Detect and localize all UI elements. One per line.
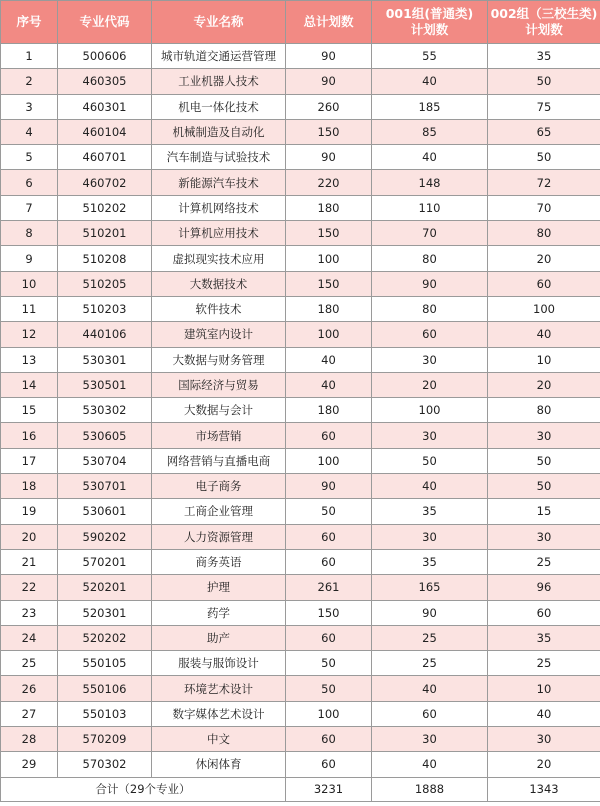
cell-name: 网络营销与直播电商: [152, 448, 286, 473]
cell-seq: 17: [1, 448, 58, 473]
cell-name: 电子商务: [152, 474, 286, 499]
cell-group1: 70: [372, 221, 488, 246]
cell-group2: 40: [488, 701, 600, 726]
cell-total: 50: [286, 651, 372, 676]
cell-code: 510203: [58, 296, 152, 321]
total-label: 合计（29个专业）: [1, 777, 286, 801]
cell-group2: 50: [488, 448, 600, 473]
cell-code: 510202: [58, 195, 152, 220]
cell-group2: 80: [488, 398, 600, 423]
cell-name: 市场营销: [152, 423, 286, 448]
header-code: 专业代码: [58, 1, 152, 44]
cell-group1: 30: [372, 524, 488, 549]
cell-group1: 60: [372, 701, 488, 726]
total-group2: 1343: [488, 777, 600, 801]
cell-total: 40: [286, 372, 372, 397]
cell-code: 570209: [58, 727, 152, 752]
cell-group2: 65: [488, 119, 600, 144]
cell-total: 60: [286, 524, 372, 549]
cell-seq: 14: [1, 372, 58, 397]
cell-seq: 13: [1, 347, 58, 372]
cell-code: 520201: [58, 575, 152, 600]
table-body: [1, 44, 600, 778]
cell-total: 260: [286, 94, 372, 119]
cell-group2: 25: [488, 549, 600, 574]
cell-code: 520301: [58, 600, 152, 625]
cell-group2: 30: [488, 524, 600, 549]
cell-name: 计算机应用技术: [152, 221, 286, 246]
cell-name: 大数据与财务管理: [152, 347, 286, 372]
cell-total: 60: [286, 727, 372, 752]
cell-total: 90: [286, 69, 372, 94]
cell-name: 护理: [152, 575, 286, 600]
cell-total: 100: [286, 246, 372, 271]
cell-name: 计算机网络技术: [152, 195, 286, 220]
cell-total: 50: [286, 499, 372, 524]
table-row: [1, 44, 600, 69]
cell-group1: 30: [372, 727, 488, 752]
cell-group1: 55: [372, 44, 488, 69]
cell-total: 60: [286, 549, 372, 574]
cell-seq: 5: [1, 145, 58, 170]
cell-name: 商务英语: [152, 549, 286, 574]
cell-group2: 10: [488, 676, 600, 701]
cell-seq: 19: [1, 499, 58, 524]
cell-seq: 1: [1, 44, 58, 69]
cell-seq: 3: [1, 94, 58, 119]
cell-seq: 29: [1, 752, 58, 777]
cell-group2: 20: [488, 372, 600, 397]
header-group2-line1: 002组（三校生类): [490, 6, 598, 21]
cell-code: 570201: [58, 549, 152, 574]
table-row: [1, 600, 600, 625]
cell-group1: 90: [372, 271, 488, 296]
cell-total: 150: [286, 271, 372, 296]
cell-total: 40: [286, 347, 372, 372]
cell-total: 180: [286, 296, 372, 321]
table-row: [1, 752, 600, 777]
cell-total: 90: [286, 474, 372, 499]
cell-total: 60: [286, 423, 372, 448]
cell-code: 520202: [58, 625, 152, 650]
table-row: [1, 575, 600, 600]
cell-code: 460104: [58, 119, 152, 144]
table-footer: [1, 777, 600, 801]
cell-group1: 80: [372, 296, 488, 321]
cell-group2: 60: [488, 271, 600, 296]
cell-code: 530301: [58, 347, 152, 372]
cell-group1: 20: [372, 372, 488, 397]
cell-group2: 35: [488, 44, 600, 69]
table-row: [1, 372, 600, 397]
table-row: [1, 701, 600, 726]
cell-name: 工业机器人技术: [152, 69, 286, 94]
cell-name: 机械制造及自动化: [152, 119, 286, 144]
cell-code: 550106: [58, 676, 152, 701]
cell-group1: 30: [372, 347, 488, 372]
cell-code: 530501: [58, 372, 152, 397]
cell-total: 100: [286, 448, 372, 473]
cell-group2: 15: [488, 499, 600, 524]
cell-name: 工商企业管理: [152, 499, 286, 524]
cell-name: 软件技术: [152, 296, 286, 321]
cell-group1: 40: [372, 145, 488, 170]
cell-total: 150: [286, 119, 372, 144]
cell-group1: 40: [372, 474, 488, 499]
table-row: [1, 448, 600, 473]
cell-seq: 10: [1, 271, 58, 296]
cell-name: 国际经济与贸易: [152, 372, 286, 397]
table-row: [1, 271, 600, 296]
cell-code: 530704: [58, 448, 152, 473]
cell-group2: 70: [488, 195, 600, 220]
table-row: [1, 549, 600, 574]
cell-seq: 28: [1, 727, 58, 752]
cell-group1: 148: [372, 170, 488, 195]
table-row: [1, 119, 600, 144]
cell-name: 数字媒体艺术设计: [152, 701, 286, 726]
cell-name: 人力资源管理: [152, 524, 286, 549]
cell-group1: 165: [372, 575, 488, 600]
cell-total: 90: [286, 44, 372, 69]
table-row: [1, 94, 600, 119]
cell-name: 虚拟现实技术应用: [152, 246, 286, 271]
table-row: [1, 727, 600, 752]
total-plan: 3231: [286, 777, 372, 801]
cell-name: 休闲体育: [152, 752, 286, 777]
cell-code: 530605: [58, 423, 152, 448]
cell-total: 150: [286, 600, 372, 625]
cell-name: 大数据与会计: [152, 398, 286, 423]
cell-seq: 27: [1, 701, 58, 726]
cell-total: 220: [286, 170, 372, 195]
cell-code: 530701: [58, 474, 152, 499]
table-row: [1, 474, 600, 499]
cell-seq: 8: [1, 221, 58, 246]
cell-seq: 16: [1, 423, 58, 448]
cell-group2: 40: [488, 322, 600, 347]
cell-name: 城市轨道交通运营管理: [152, 44, 286, 69]
cell-group1: 60: [372, 322, 488, 347]
cell-code: 500606: [58, 44, 152, 69]
header-group2: [488, 1, 600, 44]
header-name: 专业名称: [152, 1, 286, 44]
table-row: [1, 296, 600, 321]
cell-group2: 50: [488, 145, 600, 170]
cell-seq: 25: [1, 651, 58, 676]
cell-group1: 25: [372, 625, 488, 650]
table-row: [1, 69, 600, 94]
cell-name: 汽车制造与试验技术: [152, 145, 286, 170]
table-row: [1, 195, 600, 220]
cell-group1: 35: [372, 549, 488, 574]
cell-total: 180: [286, 195, 372, 220]
table-row: [1, 398, 600, 423]
cell-seq: 24: [1, 625, 58, 650]
table-row: [1, 499, 600, 524]
cell-name: 环境艺术设计: [152, 676, 286, 701]
cell-seq: 23: [1, 600, 58, 625]
cell-group1: 100: [372, 398, 488, 423]
cell-group2: 72: [488, 170, 600, 195]
cell-code: 460305: [58, 69, 152, 94]
cell-group2: 30: [488, 423, 600, 448]
cell-group1: 110: [372, 195, 488, 220]
cell-total: 50: [286, 676, 372, 701]
cell-group1: 40: [372, 69, 488, 94]
cell-group2: 20: [488, 246, 600, 271]
cell-total: 100: [286, 322, 372, 347]
cell-total: 180: [286, 398, 372, 423]
cell-total: 100: [286, 701, 372, 726]
cell-total: 60: [286, 625, 372, 650]
cell-name: 建筑室内设计: [152, 322, 286, 347]
cell-code: 440106: [58, 322, 152, 347]
cell-group2: 80: [488, 221, 600, 246]
cell-total: 150: [286, 221, 372, 246]
cell-seq: 11: [1, 296, 58, 321]
cell-group1: 25: [372, 651, 488, 676]
cell-code: 510205: [58, 271, 152, 296]
cell-name: 新能源汽车技术: [152, 170, 286, 195]
cell-seq: 7: [1, 195, 58, 220]
header-group1-line1: 001组(普通类): [385, 6, 474, 21]
table-row: [1, 676, 600, 701]
cell-group1: 85: [372, 119, 488, 144]
cell-group2: 75: [488, 94, 600, 119]
cell-seq: 9: [1, 246, 58, 271]
cell-seq: 4: [1, 119, 58, 144]
table-row: [1, 524, 600, 549]
cell-seq: 18: [1, 474, 58, 499]
cell-group2: 10: [488, 347, 600, 372]
cell-group2: 96: [488, 575, 600, 600]
cell-group1: 90: [372, 600, 488, 625]
cell-group1: 40: [372, 676, 488, 701]
cell-seq: 21: [1, 549, 58, 574]
cell-group1: 185: [372, 94, 488, 119]
cell-code: 460301: [58, 94, 152, 119]
cell-group1: 30: [372, 423, 488, 448]
cell-name: 中文: [152, 727, 286, 752]
header-group2-line2: 计划数: [525, 22, 563, 37]
table-row: [1, 221, 600, 246]
total-row: [1, 777, 600, 801]
cell-code: 460701: [58, 145, 152, 170]
cell-total: 60: [286, 752, 372, 777]
cell-seq: 15: [1, 398, 58, 423]
cell-name: 服装与服饰设计: [152, 651, 286, 676]
cell-code: 530302: [58, 398, 152, 423]
table-row: [1, 322, 600, 347]
header-row: [1, 1, 600, 44]
cell-group2: 50: [488, 474, 600, 499]
cell-group2: 60: [488, 600, 600, 625]
cell-name: 机电一体化技术: [152, 94, 286, 119]
header-seq: 序号: [1, 1, 58, 44]
table-row: [1, 625, 600, 650]
cell-group2: 35: [488, 625, 600, 650]
cell-code: 570302: [58, 752, 152, 777]
table-row: [1, 145, 600, 170]
cell-code: 510201: [58, 221, 152, 246]
cell-total: 261: [286, 575, 372, 600]
cell-group1: 80: [372, 246, 488, 271]
cell-code: 550103: [58, 701, 152, 726]
table-row: [1, 651, 600, 676]
header-group1-line2: 计划数: [410, 22, 449, 37]
cell-name: 大数据技术: [152, 271, 286, 296]
cell-group1: 40: [372, 752, 488, 777]
table-header: [1, 1, 600, 44]
cell-code: 530601: [58, 499, 152, 524]
cell-code: 460702: [58, 170, 152, 195]
cell-seq: 26: [1, 676, 58, 701]
cell-seq: 12: [1, 322, 58, 347]
header-total: 总计划数: [286, 1, 372, 44]
cell-name: 药学: [152, 600, 286, 625]
cell-group2: 100: [488, 296, 600, 321]
cell-code: 550105: [58, 651, 152, 676]
table-row: [1, 347, 600, 372]
header-group1: [372, 1, 488, 44]
cell-group2: 25: [488, 651, 600, 676]
total-group1: 1888: [372, 777, 488, 801]
cell-code: 590202: [58, 524, 152, 549]
cell-group1: 50: [372, 448, 488, 473]
table-row: [1, 246, 600, 271]
cell-group2: 50: [488, 69, 600, 94]
cell-seq: 22: [1, 575, 58, 600]
cell-seq: 2: [1, 69, 58, 94]
table-row: [1, 170, 600, 195]
cell-total: 90: [286, 145, 372, 170]
cell-group2: 20: [488, 752, 600, 777]
cell-group2: 30: [488, 727, 600, 752]
table-row: [1, 423, 600, 448]
cell-group1: 35: [372, 499, 488, 524]
cell-code: 510208: [58, 246, 152, 271]
cell-name: 助产: [152, 625, 286, 650]
cell-seq: 20: [1, 524, 58, 549]
cell-seq: 6: [1, 170, 58, 195]
